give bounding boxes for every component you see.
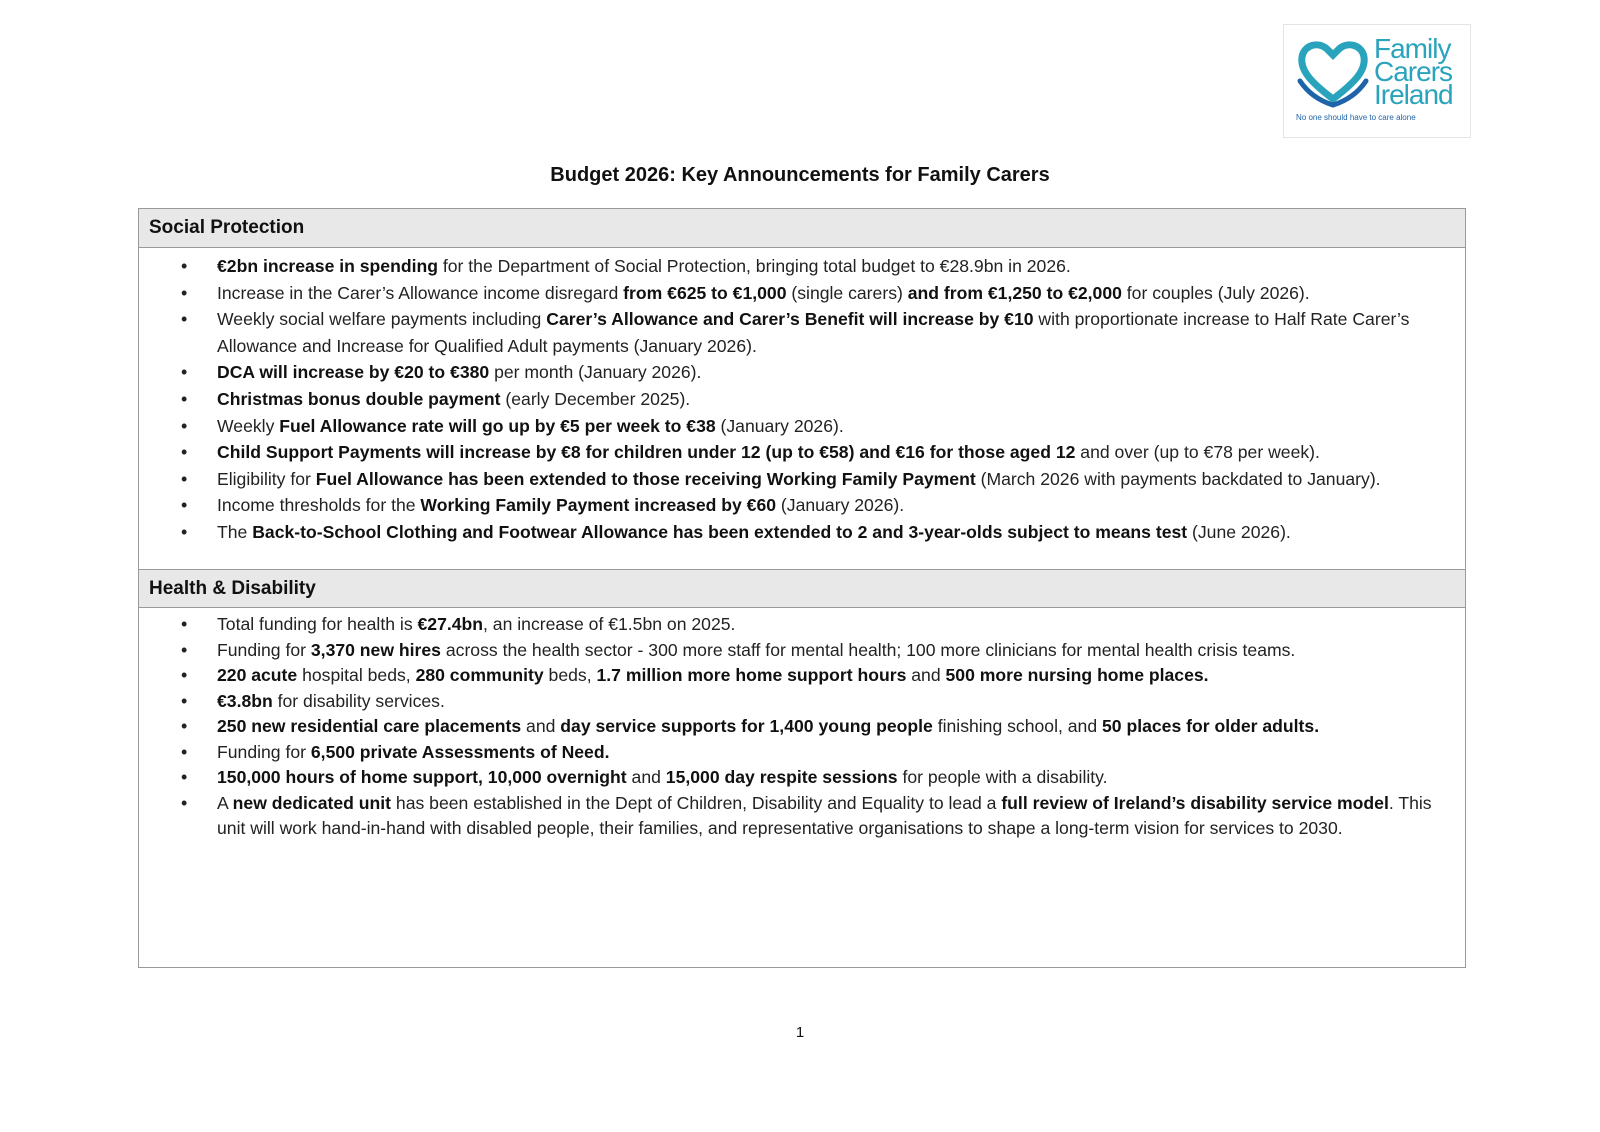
bold-text: full review of Ireland’s disability service model	[1001, 792, 1389, 813]
text: for couples (July 2026).	[1121, 282, 1310, 303]
text: Income thresholds for the	[217, 495, 421, 516]
bold-text: 50 places for older adults.	[1102, 716, 1320, 736]
bold-text: €3.8bn	[217, 690, 273, 711]
text: with proportionate increase to Half Rate Carer’s Allowance and Increase for Qualified Adult payments (January 2026).	[217, 309, 1410, 356]
logo-line-ireland: Ireland	[1374, 79, 1453, 110]
bullet-item	[139, 439, 1465, 466]
bullet-item	[139, 519, 1465, 546]
announcements-table	[138, 208, 1466, 968]
bullet-item	[139, 663, 1465, 689]
text: and over (up to €78 per week).	[1075, 442, 1320, 463]
bold-text: 220 acute	[217, 665, 298, 685]
logo-line-carers: Carers	[1374, 56, 1453, 87]
bold-text: 500 more nursing home places.	[945, 665, 1209, 685]
text: beds,	[543, 665, 597, 685]
document-title: Budget 2026: Key Announcements for Family Carers	[550, 164, 1050, 186]
bold-text: 3,370 new hires	[310, 639, 441, 660]
bullet-item	[139, 466, 1465, 493]
text: and	[521, 716, 561, 736]
bold-text: Carer’s Allowance and Carer’s Benefit will increase by €10	[546, 309, 1034, 330]
bullet-item	[139, 413, 1465, 440]
bold-text: DCA will increase by €20 to €380	[217, 362, 490, 383]
text: (June 2026).	[1187, 521, 1291, 542]
text: finishing school, and	[932, 716, 1103, 736]
text: for disability services.	[272, 690, 445, 711]
page-number: 1	[795, 1024, 805, 1041]
text: for people with a disability.	[897, 767, 1108, 787]
section-heading-social-protection: Social Protection	[139, 209, 1465, 248]
text: across the health sector - 300 more staff for mental health; 100 more clinicians for mental health crisis teams.	[440, 639, 1296, 660]
bullet-item	[139, 306, 1465, 359]
text: and	[906, 665, 946, 685]
text: for the Department of Social Protection, bringing total budget to €28.9bn in 2026.	[437, 256, 1071, 276]
text: Eligibility for	[217, 468, 316, 489]
text: (early December 2025).	[500, 388, 691, 409]
bold-text: day service supports for 1,400 young people	[560, 716, 933, 736]
bullet-item	[139, 612, 1465, 638]
social-protection-list	[139, 253, 1465, 546]
bullet-item	[139, 714, 1465, 740]
bold-text: Fuel Allowance rate will go up by €5 per week to €38	[279, 415, 716, 436]
text: per month (January 2026).	[489, 362, 702, 383]
text: hospital beds,	[297, 665, 416, 685]
bold-text: 1.7 million more home support hours	[596, 665, 907, 685]
bold-text: new dedicated unit	[232, 792, 392, 813]
text: Funding for	[217, 741, 311, 762]
bold-text: €2bn increase in spending	[217, 256, 438, 276]
bold-text: 150,000 hours of home support, 10,000 overnight	[217, 767, 627, 787]
bold-text: Child Support Payments will increase by €8 for children under 12 (up to €58) and €16 for those aged 12	[217, 442, 1076, 463]
bullet-item	[139, 638, 1465, 664]
bullet-item	[139, 359, 1465, 386]
text: Total funding for health is	[217, 614, 418, 634]
bold-text: 15,000 day respite sessions	[665, 767, 898, 787]
text: and	[626, 767, 666, 787]
bullet-item	[139, 386, 1465, 413]
text: A	[217, 792, 233, 813]
text: , an increase of €1.5bn on 2025.	[483, 614, 736, 634]
bold-text: 280 community	[415, 665, 544, 685]
bullet-item	[139, 740, 1465, 766]
bold-text: and from €1,250 to €2,000	[907, 282, 1122, 303]
bullet-item	[139, 765, 1465, 791]
text: (January 2026).	[715, 415, 844, 436]
health-disability-list	[139, 612, 1465, 842]
bold-text: Fuel Allowance has been extended to those receiving Working Family Payment	[315, 468, 976, 489]
text: The	[217, 521, 253, 542]
bullet-item	[139, 791, 1465, 842]
bullet-item	[139, 280, 1465, 307]
bullet-item	[139, 689, 1465, 715]
section-heading-health-disability: Health & Disability	[139, 569, 1465, 608]
bold-text: €27.4bn	[417, 614, 484, 634]
bold-text: Working Family Payment increased by €60	[420, 495, 777, 516]
text: (single carers)	[786, 282, 908, 303]
bold-text: 250 new residential care placements	[217, 716, 522, 736]
bold-text: Christmas bonus double payment	[217, 388, 501, 409]
family-carers-ireland-logo	[1283, 24, 1471, 138]
text: Increase in the Carer’s Allowance income disregard	[217, 282, 624, 303]
text: (January 2026).	[776, 495, 905, 516]
bold-text: from €625 to €1,000	[623, 282, 787, 303]
bold-text: Back-to-School Clothing and Footwear Allowance has been extended to 2 and 3-year-olds subject to means test	[252, 521, 1188, 542]
bullet-item	[139, 492, 1465, 519]
heart-hands-icon	[1294, 37, 1372, 109]
logo-wordmark	[1374, 33, 1468, 110]
text: . This unit will work hand-in-hand with disabled people, their families, and representative organisations to shape a long-term vision for services to 2030.	[217, 792, 1432, 838]
logo-tagline: No one should have to care alone	[1296, 113, 1416, 122]
text: (March 2026 with payments backdated to January).	[975, 468, 1381, 489]
text: has been established in the Dept of Children, Disability and Equality to lead a	[391, 792, 1002, 813]
text: Funding for	[217, 639, 311, 660]
logo-line-family: Family	[1374, 33, 1451, 64]
text: Weekly	[217, 415, 280, 436]
bullet-item	[139, 253, 1465, 280]
text: Weekly social welfare payments including	[217, 309, 547, 330]
bold-text: 6,500 private Assessments of Need.	[310, 741, 610, 762]
